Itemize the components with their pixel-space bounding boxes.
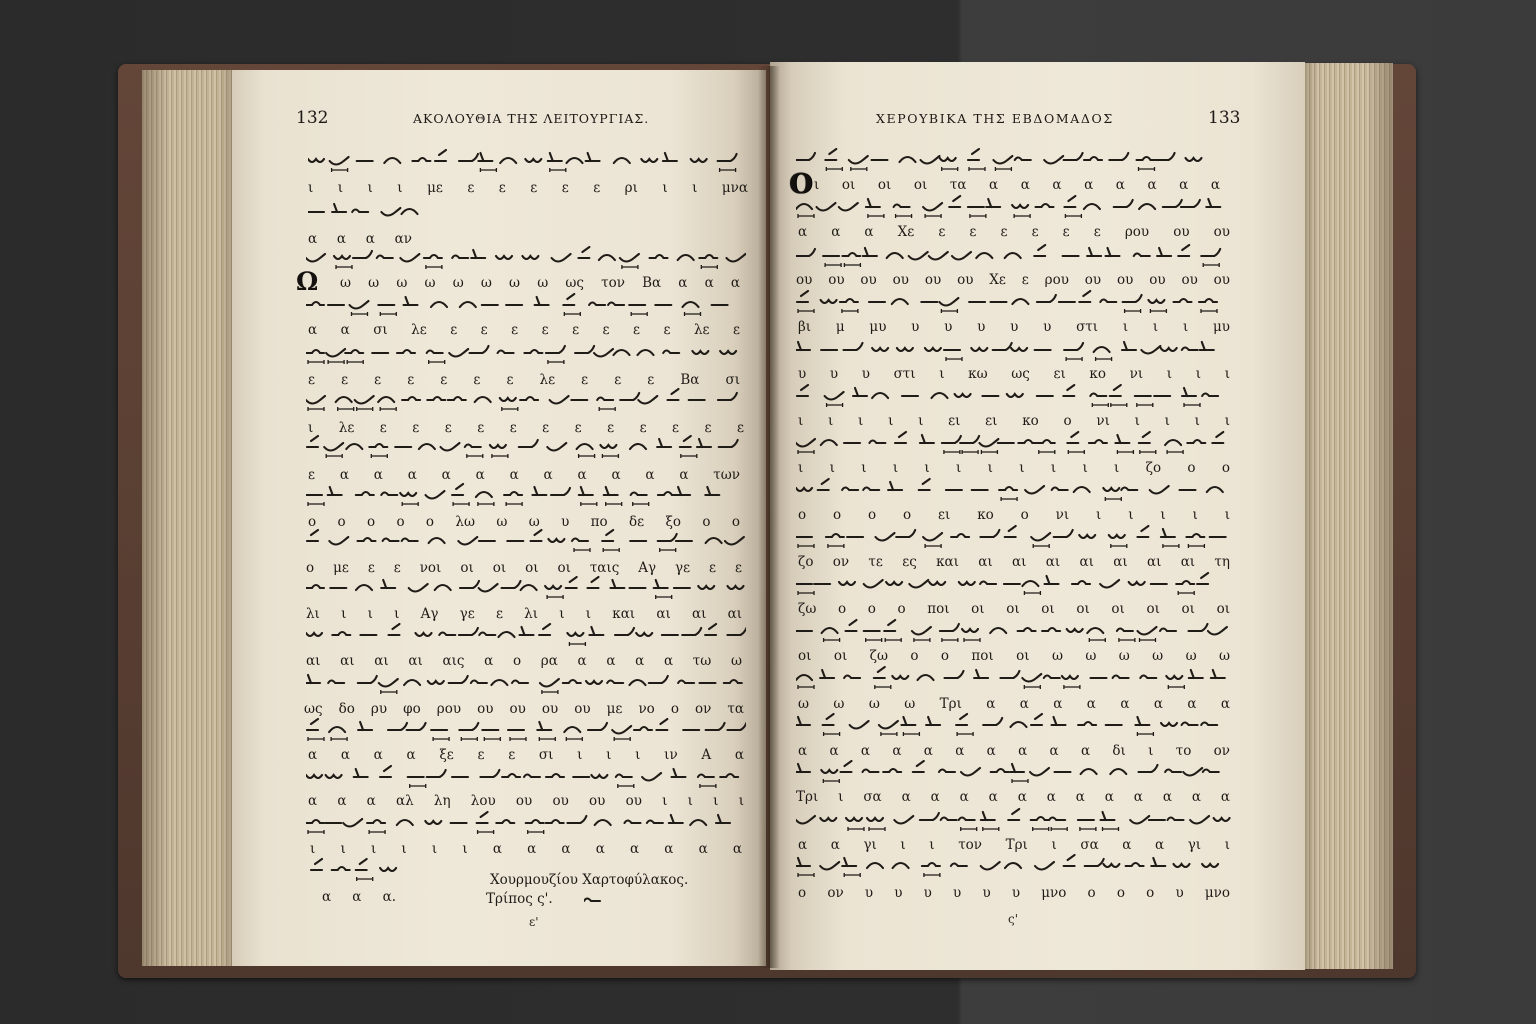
syllable-line: υ υ υ στι ι κω ως ει κο νι ι ι ι — [798, 366, 1230, 382]
initial-letter: Ω — [296, 267, 319, 296]
syllable-line: ι λε ε ε ε ε ε ε ε ε ε ε ε ε — [308, 420, 744, 436]
syllable-line: ζο ον τε ες και αι αι αι αι αι αι αι τη — [798, 554, 1230, 570]
book-gutter — [758, 66, 780, 968]
syllable-line: α α σι λε ε ε ε ε ε ε ε ε λε ε — [308, 322, 740, 338]
syllable-line: ω ω ω ω ω ω ω ω ως τον Βα α α α — [340, 275, 740, 291]
syllable-line: ι ι ι ι ι ι ι ι ι ι ι ζο ο ο — [798, 460, 1230, 476]
syllable-line: Τρι ι σα α α α α α α α α α α α α — [796, 789, 1230, 805]
syllable-line: ο ο ο ο ο λω ω ω υ πο δε ξο ο ο — [308, 514, 740, 530]
syllable-line: ε ε ε ε ε ε ε λε ε ε ε Βα σι — [308, 372, 740, 388]
syllable-line: α α α αν — [308, 231, 412, 247]
running-head: ΧΕΡΟΥΒΙΚΑ ΤΗΣ ΕΒΔΟΜΑΔΟΣ — [876, 111, 1114, 126]
syllable-line: ως δο ρυ φο ρου ου ου ου ου με νο ο ον τα — [304, 701, 744, 717]
right-page — [770, 62, 1305, 970]
syllable-line: λι ι ι ι Αγ γε ε λι ι ι και αι αι αι — [306, 606, 742, 622]
syllable-line: ου ου ου ου ου ου Χε ε ρου ου ου ου ου ου — [796, 272, 1230, 288]
syllable-line: αι αι αι αι αις α ο ρα α α α α τω ω — [306, 653, 742, 669]
syllable-line: α α α αλ λη λου ου ου ου ου ι ι ι ι — [308, 793, 744, 809]
syllable-line: ο ον υ υ υ υ υ υ μνο ο ο ο υ μνο — [798, 885, 1230, 901]
syllable-line: ε α α α α α α α α α α α των — [308, 467, 740, 483]
syllable-line: α α α Χε ε ε ε ε ε ε ρου ου ου — [798, 224, 1230, 240]
signature-mark: ε' — [529, 915, 539, 929]
running-head: ΑΚΟΛΟΥΘΙΑ ΤΗΣ ΛΕΙΤΟΥΡΓΙΑΣ. — [413, 111, 650, 126]
syllable-line: οι οι ζω ο ο ποι οι ω ω ω ω ω ω — [798, 648, 1230, 664]
syllable-line: α α α α α α α α α α δι ι το ον — [798, 743, 1230, 759]
page-number: 132 — [296, 108, 329, 128]
page-edges-left — [142, 70, 232, 966]
composer-attribution: Χουρμουζίου Χαρτοφύλακος. — [490, 872, 689, 888]
syllable-line: ι οι οι οι τα α α α α α α α α — [814, 177, 1220, 193]
left-page — [232, 70, 766, 966]
signature-mark: ς' — [1008, 912, 1019, 926]
page-number: 133 — [1208, 108, 1241, 128]
syllable-line: ο ο ο ο ει κο ο νι ι ι ι ι ι — [798, 507, 1230, 523]
mode-label: Τρίπος ς'. — [486, 891, 553, 907]
initial-letter: Ο — [789, 169, 813, 200]
syllable-line: α α α α ξε ε ε σι ι ι ι ιν Α α — [308, 747, 744, 763]
syllable-line: α α γι ι ι τον Τρι ι σα α α γι ι — [798, 837, 1230, 853]
syllable-line: ι ι ι ι ι ι α α α α α α α α — [310, 841, 742, 857]
syllable-line: βι μ μυ υ υ υ υ υ στι ι ι ι μυ — [798, 319, 1230, 335]
syllable-line: ι ι ι ι με ε ε ε ε ε ρι ι ι μνα — [308, 180, 748, 196]
syllable-line: ο με ε ε νοι οι οι οι οι ταις Αγ γε ε ε — [306, 560, 742, 576]
page-edges-right — [1305, 63, 1393, 969]
syllable-line: α α α. — [322, 889, 396, 905]
syllable-line: ω ω ω ω Τρι α α α α α α α α — [798, 696, 1230, 712]
syllable-line: ζω ο ο ο ποι οι οι οι οι οι οι οι οι — [798, 601, 1230, 617]
syllable-line: ι ι ι ι ι ει ει κο ο νι ι ι ι ι — [798, 413, 1230, 429]
